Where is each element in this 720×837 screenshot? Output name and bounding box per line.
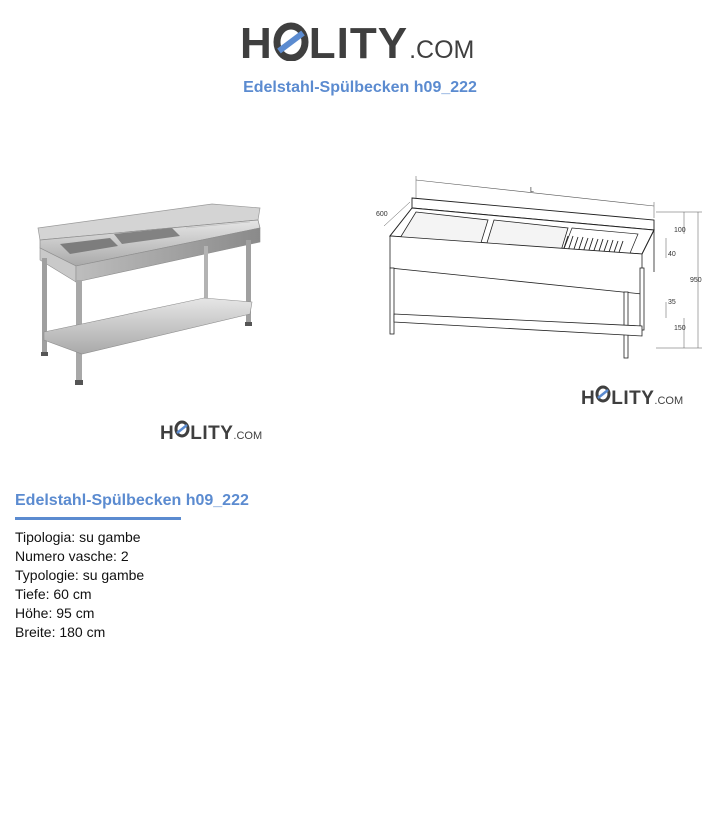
dim-depth-label: 600 [376,211,388,218]
heading-underline [15,517,181,520]
dim-label-3: 950 [690,277,702,284]
logo-letter-h: H [240,19,273,68]
watermark-o-icon [174,420,190,443]
watermark-logo: H LITY .COM [581,385,683,408]
spec-list [15,528,144,642]
page-title: Edelstahl-Spülbecken h09_222 [243,79,477,96]
spec-item: Typologie: su gambe [15,567,145,583]
spec-item: Tiefe: 60 cm [15,586,92,602]
dim-label-2: 40 [668,251,676,258]
product-heading: Edelstahl-Spülbecken h09_222 [15,492,249,509]
logo-letters-lity: LITY [308,19,409,68]
holity-logo[interactable] [240,14,480,66]
product-photo [14,190,262,395]
spec-item: Numero vasche: 2 [15,548,129,564]
watermark-o-icon [595,385,611,408]
dim-length-label: L [530,187,534,194]
logo-o-icon [273,21,309,66]
dim-label-4: 35 [668,299,676,306]
spec-item: Höhe: 95 cm [15,605,95,621]
dim-label-1: 100 [674,227,686,234]
technical-drawing [372,168,708,368]
dim-label-5: 150 [674,325,686,332]
spec-item: Breite: 180 cm [15,624,106,640]
watermark-logo: H LITY .COM [160,420,262,443]
logo-domain: .COM [409,36,475,64]
spec-item: Tipologia: su gambe [15,529,141,545]
